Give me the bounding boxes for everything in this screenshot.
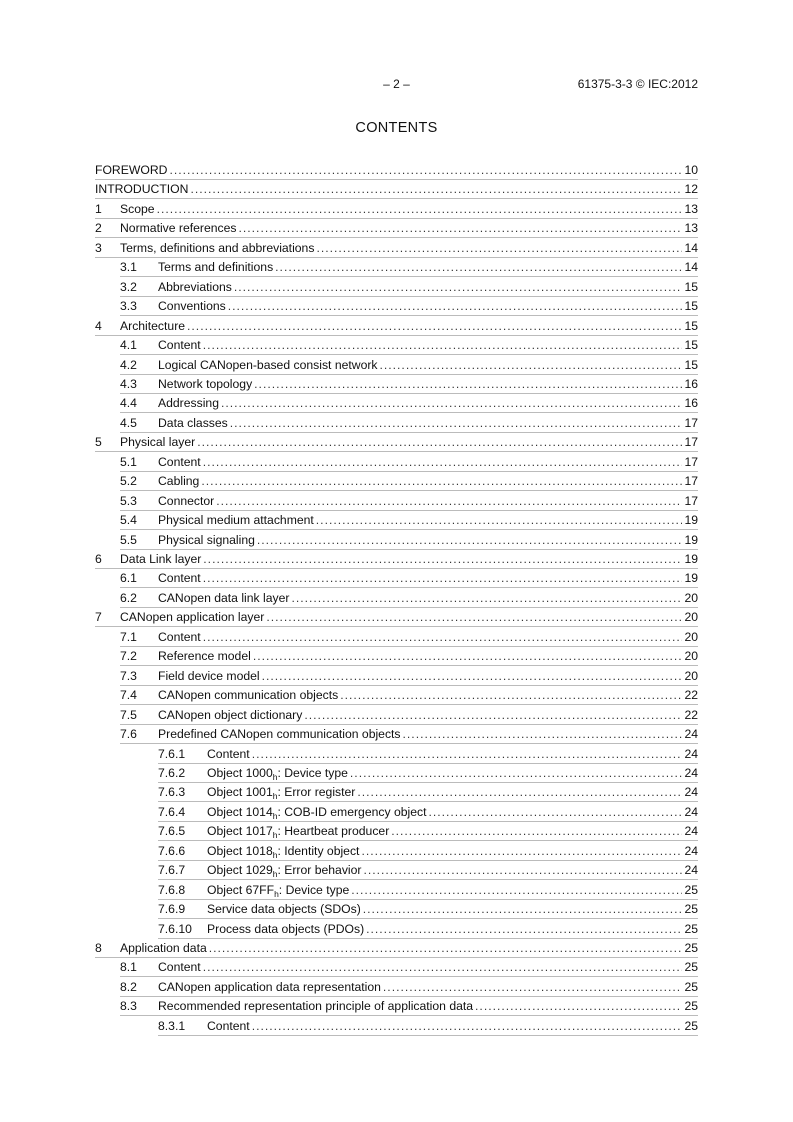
toc-entry-number: 8.1 [120,960,137,975]
toc-entry-page: 24 [684,785,698,800]
toc-entry-number: 8.3.1 [158,1018,186,1033]
toc-entry-page: 17 [684,435,698,450]
dot-leader [428,804,682,821]
toc-entry-number: 4.5 [120,415,137,430]
toc-entry-number: 7.6.6 [158,843,186,858]
row-divider [95,237,698,238]
toc-entry-page: 20 [684,668,698,683]
toc-entry[interactable] [95,298,698,315]
toc-entry[interactable] [95,784,698,801]
toc-entry[interactable] [95,940,698,957]
row-divider [95,451,698,452]
toc-entry[interactable] [95,648,698,665]
toc-entry-page: 12 [684,182,698,197]
toc-entry-title: Logical CANopen-based consist network [158,357,378,372]
toc-entry-page: 22 [684,688,698,703]
dot-leader [203,551,682,568]
toc-entry-title: Scope [120,201,155,216]
dot-leader [380,357,683,374]
dot-leader [216,493,682,510]
row-divider [120,607,698,608]
dot-leader [291,590,682,607]
toc-entry-number: 7.6.4 [158,804,186,819]
toc-entry-number: 5.1 [120,454,137,469]
dot-leader [169,162,682,179]
toc-entry-page: 17 [684,415,698,430]
row-divider [120,724,698,725]
toc-entry-number: 1 [95,201,102,216]
toc-entry-number: 2 [95,221,102,236]
toc-entry[interactable] [95,415,698,432]
dot-leader [252,746,683,763]
toc-entry-number: 3 [95,240,102,255]
toc-entry[interactable] [95,551,698,568]
toc-entry-page: 25 [684,1018,698,1033]
toc-entry-page: 24 [684,863,698,878]
toc-entry-number: 7.6.10 [158,921,192,936]
dot-leader [475,998,682,1015]
toc-entry-number: 4.2 [120,357,137,372]
toc-entry-number: 5.4 [120,513,137,528]
toc-entry-title: Content [158,960,201,975]
row-divider [158,763,698,764]
toc-entry-page: 16 [684,376,698,391]
toc-entry-number: 4.1 [120,338,137,353]
toc-entry-page: 24 [684,843,698,858]
row-divider [95,335,698,336]
toc-entry[interactable] [95,395,698,412]
row-divider [120,529,698,530]
row-divider [158,899,698,900]
toc-entry[interactable] [95,279,698,296]
dot-leader [203,337,683,354]
dot-leader [266,609,682,626]
toc-entry-number: 4.3 [120,376,137,391]
toc-entry[interactable] [95,629,698,646]
dot-leader [366,921,682,938]
toc-entry-number: 7.6.8 [158,882,186,897]
toc-entry[interactable] [95,862,698,879]
toc-entry-title: FOREWORD [95,163,168,177]
toc-entry[interactable] [95,882,698,899]
toc-entry-page: 24 [684,746,698,761]
toc-entry-number: 7 [95,610,102,625]
row-divider [95,257,698,258]
toc-entry[interactable] [95,746,698,763]
toc-entry[interactable] [95,259,698,276]
toc-entry-number: 5.5 [120,532,137,547]
row-divider [120,976,698,977]
toc-entry-page: 20 [684,629,698,644]
document-reference: 61375-3-3 © IEC:2012 [577,77,698,91]
row-divider [158,821,698,822]
toc-entry-number: 7.3 [120,668,137,683]
row-divider [120,549,698,550]
row-divider [95,179,698,180]
dot-leader [157,201,683,218]
row-divider [95,218,698,219]
toc-entry-number: 7.1 [120,629,137,644]
toc-entry-title: Physical medium attachment [158,513,314,528]
toc-entry-title: Content [207,746,250,761]
toc-entry-number: 5 [95,435,102,450]
toc-entry-number: 7.6.9 [158,902,186,917]
toc-entry-page: 19 [684,552,698,566]
toc-entry-page: 25 [684,979,698,994]
row-divider [158,782,698,783]
toc-entry[interactable] [95,337,698,354]
toc-entry-title: Object $1001_h$: Error register [207,785,356,802]
toc-entry-number: 6.2 [120,590,137,605]
dot-leader [254,376,682,393]
dot-leader [316,240,682,257]
toc-entry-title: Architecture [120,318,186,333]
toc-entry-number: 6.1 [120,571,137,586]
row-divider [158,840,698,841]
toc-entry-page: 24 [684,804,698,819]
toc-entry-title: Network topology [158,376,253,391]
toc-entry-page: 22 [684,707,698,722]
toc-entry-page: 17 [684,454,698,469]
toc-entry-title: Conventions [158,299,226,314]
dot-leader [363,901,683,918]
toc-entry-title: Terms and definitions [158,260,274,275]
row-divider [120,665,698,666]
toc-entry-title: INTRODUCTION [95,182,189,197]
row-divider [120,1015,698,1016]
toc-entry-title: Object $1017_h$: Heartbeat producer [207,824,390,841]
row-divider [120,510,698,511]
dot-leader [197,434,682,451]
toc-entry-page: 25 [684,999,698,1014]
dot-leader [203,454,683,471]
toc-entry-page: 15 [684,357,698,372]
toc-entry-title: Physical layer [120,435,196,450]
toc-entry[interactable] [95,707,698,724]
toc-entry[interactable] [95,921,698,938]
toc-entry-page: 15 [684,318,698,333]
toc-entry[interactable] [95,493,698,510]
row-divider [120,646,698,647]
toc-entry[interactable] [95,434,698,451]
toc-entry-page: 24 [684,765,698,780]
toc-entry[interactable] [95,823,698,840]
toc-entry-title: Data classes [158,415,228,430]
toc-entry-number: 3.2 [120,279,137,294]
dot-leader [316,512,683,529]
toc-entry-page: 25 [684,921,698,936]
row-divider [120,432,698,433]
toc-entry[interactable] [95,590,698,607]
toc-entry-title: Normative references [120,221,237,236]
toc-entry-number: 6 [95,552,102,566]
page-number: – 2 – [383,77,410,91]
toc-entry-title: Content [158,629,201,644]
toc-entry-title: Field device model [158,668,260,683]
toc-entry-title: Object $67FF_h$: Device type [207,882,350,899]
toc-entry-number: 7.4 [120,688,137,703]
row-divider [120,587,698,588]
toc-entry-page: 16 [684,396,698,411]
toc-entry[interactable] [95,240,698,257]
toc-entry[interactable] [95,959,698,976]
dot-leader [201,473,682,490]
toc-entry-page: 25 [684,882,698,897]
row-divider [158,860,698,861]
toc-entry-title: Object $1000_h$: Device type [207,765,348,782]
toc-entry-title: Content [158,338,201,353]
toc-entry-page: 15 [684,338,698,353]
dot-leader [363,862,682,879]
dot-leader [203,570,683,587]
dot-leader [187,318,682,335]
toc-entry[interactable] [95,318,698,335]
toc-entry-number: 7.2 [120,649,137,664]
toc-entry[interactable] [95,765,698,782]
dot-leader [230,415,683,432]
row-divider [95,198,698,199]
dot-leader [257,532,683,549]
toc-entry-title: Predefined CANopen communication objects [158,727,401,742]
toc-entry[interactable] [95,454,698,471]
row-divider [120,276,698,277]
row-divider [120,471,698,472]
dot-leader [391,823,682,840]
page-header [95,77,698,93]
row-divider [95,626,698,627]
dot-leader [228,298,683,315]
toc-entry-page: 15 [684,299,698,314]
toc-entry-page: 19 [684,532,698,547]
toc-entry-number: 7.6.3 [158,785,186,800]
toc-entry-number: 4.4 [120,396,137,411]
dot-leader [403,726,683,743]
row-divider [120,315,698,316]
row-divider [120,685,698,686]
dot-leader [383,979,683,996]
toc-entry-title: Cabling [158,474,200,489]
toc-entry[interactable] [95,998,698,1015]
dot-leader [361,843,682,860]
toc-entry-page: 13 [684,221,698,236]
dot-leader [209,940,683,957]
toc-entry-title: Process data objects (PDOs) [207,921,365,936]
row-divider [95,568,698,569]
toc-entry-number: 7.6.2 [158,765,186,780]
dot-leader [304,707,682,724]
row-divider [120,743,698,744]
toc-entry-page: 25 [684,960,698,975]
toc-entry-number: 8.3 [120,999,137,1014]
toc-entry-title: Object $1014_h$: COB-ID emergency object [207,804,427,821]
toc-entry-title: Content [207,1018,250,1033]
toc-entry[interactable] [95,843,698,860]
toc-entry-page: 24 [684,824,698,839]
toc-entry-title: CANopen communication objects [158,688,339,703]
toc-entry-title: Object $1029_h$: Error behavior [207,863,362,880]
toc-entry-title: Service data objects (SDOs) [207,902,361,917]
toc-entry-number: 4 [95,318,102,333]
toc-entry-number: 3.1 [120,260,137,275]
toc-entry[interactable] [95,804,698,821]
row-divider [95,957,698,958]
toc-entry[interactable] [95,1018,698,1035]
toc-entry-page: 17 [684,493,698,508]
toc-entry-title: Data Link layer [120,552,202,566]
row-divider [158,918,698,919]
toc-entry[interactable] [95,473,698,490]
toc-entry[interactable] [95,357,698,374]
dot-leader [253,648,683,665]
row-divider [158,801,698,802]
toc-entry-title: CANopen object dictionary [158,707,303,722]
toc-entry-page: 25 [684,902,698,917]
toc-entry[interactable] [95,609,698,626]
toc-entry[interactable] [95,901,698,918]
row-divider [120,296,698,297]
toc-entry-number: 8.2 [120,979,137,994]
toc-entry[interactable] [95,532,698,549]
toc-entry-title: CANopen application layer [120,610,265,625]
toc-entry-page: 19 [684,571,698,586]
dot-leader [239,220,683,237]
dot-leader [357,784,682,801]
toc-entry-title: CANopen application data representation [158,979,381,994]
toc-entry-title: Physical signaling [158,532,255,547]
toc-entry-page: 20 [684,610,698,625]
dot-leader [190,181,682,198]
toc-entry-title: Application data [120,941,207,955]
dot-leader [351,882,682,899]
contents-title: CONTENTS [355,120,438,136]
toc-entry-title: Content [158,454,201,469]
toc-entry-page: 15 [684,279,698,294]
dot-leader [340,687,682,704]
dot-leader [221,395,682,412]
toc-entry-page: 17 [684,474,698,489]
row-divider [158,938,698,939]
row-divider [120,490,698,491]
toc-entry[interactable] [95,512,698,529]
dot-leader [203,959,683,976]
toc-entry[interactable] [95,162,698,179]
toc-entry-page: 14 [684,260,698,275]
toc-entry[interactable] [95,668,698,685]
toc-entry-number: 3.3 [120,299,137,314]
toc-entry[interactable] [95,726,698,743]
toc-entry-number: 5.2 [120,474,137,489]
toc-entry-page: 19 [684,513,698,528]
toc-entry-title: Recommended representation principle of application data [158,999,474,1014]
toc-entry-title: Abbreviations [158,279,232,294]
toc-entry[interactable] [95,979,698,996]
dot-leader [350,765,683,782]
row-divider [120,704,698,705]
row-divider [120,996,698,997]
toc-entry-page: 20 [684,590,698,605]
toc-entry-page: 10 [684,163,698,177]
toc-entry-number: 7.6.7 [158,863,186,878]
toc-entry-number: 5.3 [120,493,137,508]
toc-entry-number: 7.5 [120,707,137,722]
dot-leader [234,279,683,296]
toc-entry[interactable] [95,220,698,237]
toc-entry[interactable] [95,570,698,587]
toc-entry-page: 20 [684,649,698,664]
row-divider [120,393,698,394]
toc-entry-number: 7.6.5 [158,824,186,839]
row-divider [120,354,698,355]
toc-entry-title: Addressing [158,396,219,411]
row-divider [158,1035,698,1036]
toc-entry-title: Reference model [158,649,251,664]
dot-leader [262,668,683,685]
toc-entry-title: Object $1018_h$: Identity object [207,843,360,860]
toc-entry-number: 7.6 [120,727,137,742]
dot-leader [203,629,683,646]
toc-entry-page: 13 [684,201,698,216]
toc-entry-title: Terms, definitions and abbreviations [120,240,315,255]
row-divider [120,412,698,413]
toc-entry-number: 8 [95,941,102,955]
toc-entry[interactable] [95,687,698,704]
toc-entry-page: 24 [684,727,698,742]
toc-entry-number: 7.6.1 [158,746,186,761]
toc-entry-title: Connector [158,493,215,508]
dot-leader [252,1018,683,1035]
toc-entry[interactable] [95,201,698,218]
toc-entry-title: Content [158,571,201,586]
toc-entry-page: 14 [684,240,698,255]
toc-entry[interactable] [95,181,698,198]
row-divider [158,879,698,880]
row-divider [120,374,698,375]
toc-entry[interactable] [95,376,698,393]
toc-entry-page: 25 [684,941,698,955]
toc-entry-title: CANopen data link layer [158,590,290,605]
dot-leader [275,259,682,276]
